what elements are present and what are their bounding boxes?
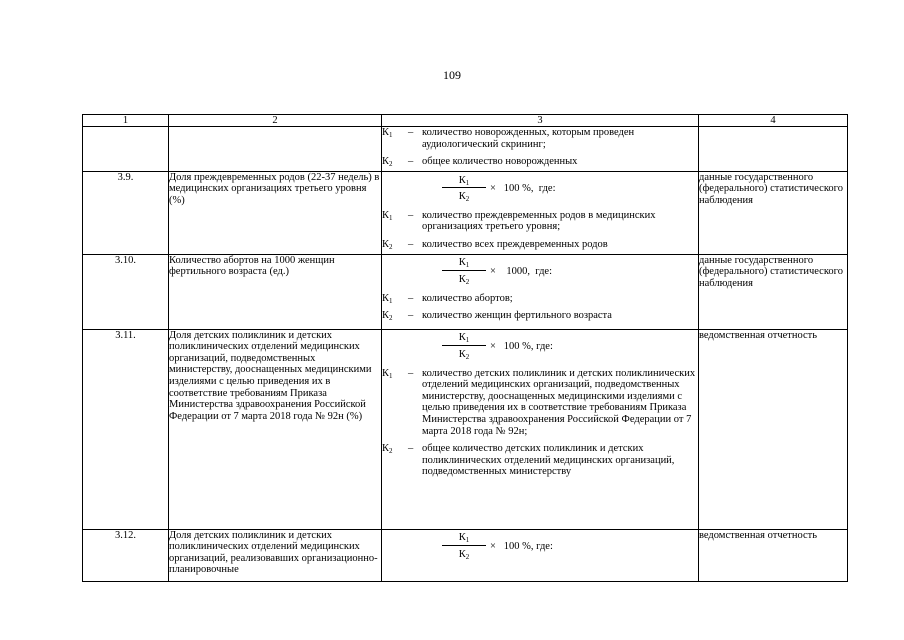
fraction-numerator-symbol: К (458, 332, 466, 344)
formula (382, 255, 698, 289)
fraction-numerator-subscript: 1 (465, 336, 470, 345)
fraction-numerator (442, 332, 486, 346)
fraction-numerator-subscript: 1 (465, 536, 470, 545)
variable-description: количество детских поликлиник и детских поликлинических отделений медицинских организаций, подведомственных министерству, дооснащенных медицинскими изделиями с целью приведения их в соответствие требованиям Приказа Министерства здравоохранения Российской Федерации от 7 марта 2018 года № 92н; (422, 367, 696, 437)
table-row (83, 529, 848, 581)
fraction-denominator-subscript: 2 (465, 195, 470, 204)
formula (382, 330, 698, 364)
variable-symbol (382, 210, 408, 222)
dash-separator: – (408, 443, 414, 455)
indicator-number: 3.11. (83, 329, 169, 529)
fraction-denominator-symbol: К (458, 274, 466, 286)
fraction (442, 257, 486, 285)
dash-separator: – (408, 367, 414, 379)
fraction-numerator-symbol: К (458, 257, 466, 269)
variable-letter: К (382, 127, 390, 138)
variable-description: общее количество детских поликлиник и детских поликлинических отделений медицинских организаций, подведомственных министерству (422, 443, 675, 478)
fraction-numerator (442, 175, 486, 189)
variable-subscript: 1 (389, 296, 393, 305)
variable-letter: К (382, 156, 390, 168)
fraction-denominator (459, 188, 470, 203)
variable-letter: К (382, 292, 390, 304)
fraction-denominator-symbol: К (458, 349, 466, 361)
table-row (83, 127, 848, 172)
variable-letter: К (382, 367, 390, 379)
formula-multiplier: × 100 %, где: (490, 540, 553, 552)
calculation-method (382, 329, 699, 529)
fraction-denominator-subscript: 2 (465, 278, 470, 287)
formula-multiplier: × 100 %, где: (490, 340, 553, 352)
variable-description: общее количество новорожденных (422, 156, 578, 168)
calculation-method (382, 127, 699, 172)
indicator-number: 3.10. (83, 254, 169, 329)
variable-letter: К (382, 238, 390, 250)
formula-multiplier: × 100 %, где: (490, 182, 556, 194)
fraction-denominator-symbol: К (458, 191, 466, 203)
indicator-number: 3.9. (83, 171, 169, 254)
table-row (83, 171, 848, 254)
variable-definition (382, 127, 698, 150)
variable-description: количество женщин фертильного возраста (422, 310, 612, 322)
indicator-name: Доля преждевременных родов (22-37 недель) в медицинских организациях третьего уровня (%) (169, 171, 382, 254)
variable-symbol (382, 156, 408, 168)
variable-subscript: 2 (389, 447, 393, 456)
indicator-name: Количество абортов на 1000 женщин фертильного возраста (ед.) (169, 254, 382, 329)
dash-separator: – (408, 238, 414, 250)
calculation-method (382, 529, 699, 581)
fraction-denominator (459, 546, 470, 561)
indicator-number (83, 127, 169, 172)
variable-description: количество абортов; (422, 292, 513, 304)
dash-separator: – (408, 292, 414, 304)
data-source (699, 127, 848, 172)
calculation-method (382, 254, 699, 329)
variable-definition (382, 210, 698, 233)
fraction-denominator (459, 271, 470, 286)
data-source: ведомственная отчетность (699, 529, 848, 581)
formula (382, 530, 698, 564)
fraction-numerator (442, 532, 486, 546)
indicators-table (82, 114, 848, 582)
variable-definition (382, 443, 698, 478)
data-source: данные государственного (федерального) статистического наблюдения (699, 254, 848, 329)
dash-separator: – (408, 310, 414, 322)
variable-letter: К (382, 209, 390, 221)
variable-symbol (382, 127, 408, 139)
variable-description: количество всех преждевременных родов (422, 238, 608, 250)
calculation-method (382, 171, 699, 254)
variable-definition (382, 239, 698, 251)
variable-subscript: 1 (389, 213, 393, 222)
formula-multiplier: × 1000, где: (490, 265, 553, 277)
dash-separator: – (408, 156, 414, 168)
indicator-name (169, 127, 382, 172)
variable-definition (382, 293, 698, 305)
variable-description: количество новорожденных, которым проведен аудиологический скрининг; (422, 127, 635, 150)
variable-subscript: 1 (389, 131, 393, 139)
fraction-denominator (459, 346, 470, 361)
page-number: 109 (443, 68, 461, 82)
variable-symbol (382, 368, 408, 380)
variable-symbol (382, 293, 408, 305)
variable-subscript: 1 (389, 371, 393, 380)
variable-subscript: 2 (389, 160, 393, 169)
fraction-denominator-subscript: 2 (465, 553, 470, 562)
table-row (83, 254, 848, 329)
variable-subscript: 2 (389, 242, 393, 251)
variable-definition (382, 156, 698, 168)
data-source: ведомственная отчетность (699, 329, 848, 529)
variable-symbol (382, 239, 408, 251)
table-header-row (83, 115, 848, 127)
fraction (442, 175, 486, 203)
fraction-numerator-subscript: 1 (465, 261, 470, 270)
column-header: 1 (83, 115, 169, 127)
variable-subscript: 2 (389, 314, 393, 323)
variable-definition (382, 368, 698, 438)
indicator-name: Доля детских поликлиник и детских поликлинических отделений медицинских организаций, реализовавших организационно-планировочные (169, 529, 382, 581)
indicator-name: Доля детских поликлиник и детских поликлинических отделений медицинских организаций, подведомственных министерству, дооснащенных медицинскими изделиями с целью приведения их в соответствие требованиям Приказа Министерства здравоохранения Российской Федерации от 7 марта 2018 года № 92н (%) (169, 329, 382, 529)
table-row (83, 329, 848, 529)
fraction-numerator-symbol: К (458, 532, 466, 544)
variable-letter: К (382, 443, 390, 455)
data-source: данные государственного (федерального) статистического наблюдения (699, 171, 848, 254)
fraction-numerator-subscript: 1 (465, 178, 470, 187)
dash-separator: – (408, 127, 414, 138)
fraction-denominator-symbol: К (458, 549, 466, 561)
fraction-denominator-subscript: 2 (465, 353, 470, 362)
fraction (442, 332, 486, 360)
column-header: 4 (699, 115, 848, 127)
variable-letter: К (382, 310, 390, 322)
fraction-numerator-symbol: К (458, 174, 466, 186)
fraction-numerator (442, 257, 486, 271)
dash-separator: – (408, 209, 414, 221)
variable-definition (382, 310, 698, 322)
column-header: 2 (169, 115, 382, 127)
variable-symbol (382, 310, 408, 322)
variable-symbol (382, 443, 408, 455)
fraction (442, 532, 486, 560)
variable-description: количество преждевременных родов в медицинских организациях третьего уровня; (422, 209, 656, 233)
column-header: 3 (382, 115, 699, 127)
indicator-number: 3.12. (83, 529, 169, 581)
formula (382, 172, 698, 206)
